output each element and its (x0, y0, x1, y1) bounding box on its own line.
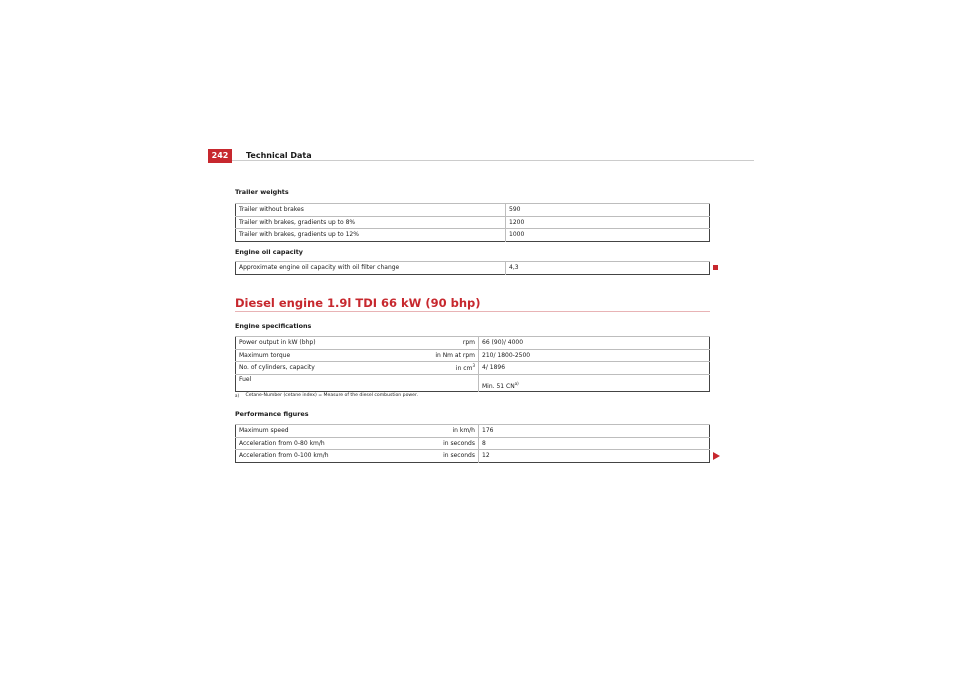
row-label: Trailer with brakes, gradients up to 8% (236, 216, 506, 229)
row-value: 4,3 (506, 262, 710, 275)
row-label: Fuel (236, 374, 433, 391)
row-label: No. of cylinders, capacity (236, 362, 433, 375)
page-number: 242 (208, 149, 232, 163)
section-title: Diesel engine 1.9l TDI 66 kW (90 bhp) (235, 296, 481, 310)
engine-specs-table (235, 336, 710, 392)
row-value: 1200 (506, 216, 710, 229)
row-value: 1000 (506, 229, 710, 242)
table-row (236, 229, 710, 242)
row-label: Power output in kW (bhp) (236, 337, 433, 350)
table-row (236, 204, 710, 217)
header-divider (232, 160, 754, 161)
oil-capacity-heading: Engine oil capacity (235, 248, 303, 256)
row-value: 4/ 1896 (479, 362, 710, 375)
section-divider (235, 311, 710, 312)
row-value: 12 (479, 450, 710, 463)
row-label: Maximum speed (236, 425, 433, 438)
end-of-section-marker (713, 265, 718, 270)
row-label: Maximum torque (236, 349, 433, 362)
row-value: 176 (479, 425, 710, 438)
row-label: Approximate engine oil capacity with oil filter change (236, 262, 506, 275)
footnote-reference: a) (514, 380, 519, 386)
unit-superscript: 3 (472, 363, 475, 369)
table-row (236, 262, 710, 275)
row-label: Trailer without brakes (236, 204, 506, 217)
continue-arrow-icon (713, 452, 720, 460)
oil-capacity-table (235, 261, 710, 275)
row-label: Acceleration from 0-100 km/h (236, 450, 433, 463)
row-label: Acceleration from 0-80 km/h (236, 437, 433, 450)
table-row (236, 216, 710, 229)
row-value: 210/ 1800-2500 (479, 349, 710, 362)
row-unit (432, 374, 479, 391)
trailer-weights-table (235, 203, 710, 242)
footnote-marker: a) (235, 393, 240, 398)
row-label: Trailer with brakes, gradients up to 12% (236, 229, 506, 242)
row-unit: in seconds (432, 437, 479, 450)
row-unit: rpm (432, 337, 479, 350)
footnote (235, 393, 418, 398)
row-unit: in km/h (432, 425, 479, 438)
table-row (236, 374, 710, 391)
table-row (236, 450, 710, 463)
value-text: Min. 51 CN (482, 382, 515, 390)
table-row (236, 425, 710, 438)
row-unit: in seconds (432, 450, 479, 463)
row-value (479, 374, 710, 391)
table-row (236, 362, 710, 375)
row-value: 8 (479, 437, 710, 450)
table-row (236, 437, 710, 450)
header-title: Technical Data (246, 151, 312, 160)
performance-heading: Performance figures (235, 410, 309, 418)
unit-text: in cm (455, 365, 473, 373)
trailer-weights-heading: Trailer weights (235, 188, 289, 196)
row-unit (432, 362, 479, 375)
row-unit: in Nm at rpm (432, 349, 479, 362)
footnote-text: Cetane-Number (cetane index) = Measure of the diesel combustion power. (245, 393, 418, 398)
row-value: 66 (90)/ 4000 (479, 337, 710, 350)
table-row (236, 337, 710, 350)
row-value: 590 (506, 204, 710, 217)
table-row (236, 349, 710, 362)
engine-specs-heading: Engine specifications (235, 322, 312, 330)
performance-table (235, 424, 710, 463)
